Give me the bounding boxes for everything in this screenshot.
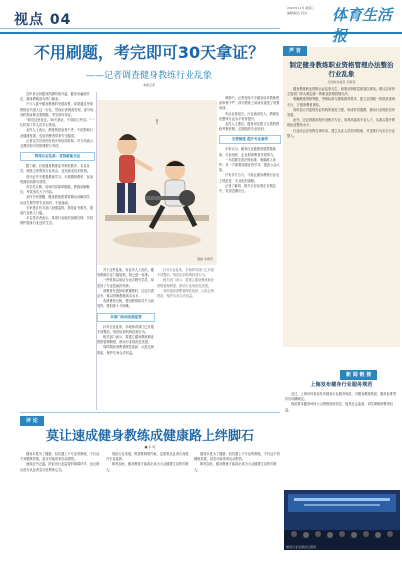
- paragraph: 一些机构以拿证为卖点吸引学员，却忽视了专业技能的培养。: [97, 278, 154, 288]
- paragraph: 不少人看中健身教练的发展前景，希望通过考取资格证书进入这一行业，然而记者调查发现，部分培训机构宣称无需刷题、考完即可拿证。: [20, 102, 94, 117]
- masthead-logo: 体育生活报: [332, 6, 393, 45]
- paragraph: 明确教练资格等级、考核标准与继续教育要求，建立全国统一的资质查询平台，方便消费者查验。: [287, 97, 395, 107]
- paragraph: 相关部门表示，将建立健身教练职业资格管理制度，推动行业规范化发展。: [157, 278, 214, 288]
- article-column-1: [20, 92, 95, 410]
- lead-subheadline: ——记者调查健身教练行业乱象: [85, 71, 212, 81]
- paragraph: 部分证书不需要系统学习，只需缴纳费用、参加短期培训即可获得。: [20, 174, 93, 184]
- header-meta-line2: 编辑/版式 校对: [287, 11, 307, 15]
- paragraph: 业内专家提醒，健身教练需要掌握运动解剖学、运动生理学等专业知识，不能速成。: [20, 195, 93, 205]
- illustration-caption: 漫画 李建军: [197, 257, 213, 261]
- commentary-column-2: [106, 452, 190, 564]
- section-name: 视点 04: [14, 12, 72, 28]
- commentary-headline: 莫让速成健身教练成健康路上绊脚石: [45, 429, 254, 444]
- sidebar-title: 制定健身教练职业资格管理办法整治行业乱象: [289, 61, 394, 78]
- paragraph: 行业协会应发挥自律作用，建立从业人员信用档案，对违规行为实行行业禁入。: [287, 128, 395, 138]
- paragraph: 针对行业乱象，多地体育部门已开展专项整治，规范培训机构经营行为。: [97, 324, 154, 334]
- article-column-2: [97, 268, 155, 408]
- section-subhead: 多部门协同加强监管: [97, 313, 155, 322]
- paragraph: 规范行业发展，既需要制度约束，也需要从业者自身提升专业素养。: [106, 452, 189, 462]
- paragraph: 业内人士建议，健身房应建立完善的教练考核机制，定期组织专业培训。: [219, 122, 280, 132]
- paragraph: 健身本是为了健康，但若遇上不专业的教练，不仅达不到锻炼效果，甚至可能带来运动损伤。: [20, 452, 100, 462]
- news-link-tag: 新 闻 链 接: [340, 370, 377, 380]
- paragraph: 相关部门表示，将建立健身教练职业资格管理制度，推动行业规范化发展。: [97, 335, 154, 345]
- cartoon-drawing: [97, 100, 217, 265]
- paragraph: 此外，还应鼓励高校开设相关专业，培养高素质专业人才，从源头提升教练队伍整体水平。: [287, 118, 395, 128]
- sidebar-byline: 全国政协委员 刘某某: [327, 80, 356, 84]
- commentary-tag: 评 论: [20, 416, 44, 426]
- paragraph: 调查中，记者发现不少健身房对教练资质审核不严，部分教练上岗前仅接受了短暂培训。: [219, 96, 280, 111]
- paragraph: 记者了解到，相关行业标准正在制定中，有望近期出台。: [219, 183, 276, 194]
- section-subhead: 教练认证乱象：花钱就能买证: [20, 152, 95, 161]
- paragraph: 业内人士表示，教练资质参差不齐，不但影响行业健康发展，也给消费者带来安全隐患。: [20, 128, 93, 138]
- paragraph: 多名受访者表示，希望行业组织加强自律，共同维护健身行业良好生态。: [20, 216, 93, 226]
- news-link-title: 上海发布健身行业服务规范: [310, 382, 373, 388]
- news-link-body: [285, 392, 399, 486]
- paragraph: 唯有如此，健身教练才能真正成为大众健康生活的引路人。: [194, 462, 277, 472]
- header-rule: [0, 28, 280, 29]
- paragraph: 对于这些乱象，有业内人士指出，健身教练行业门槛较低，缺乏统一标准。: [97, 268, 154, 278]
- paragraph: 同时鼓励消费者理性选择，认准正规资质，保护自身合法权益。: [97, 345, 154, 355]
- paragraph: 记者以学员身份咨询多家培训机构，对方均表示交费后即可安排课程与考试。: [20, 138, 93, 149]
- paragraph: 有从业者坦言，行业流动性大，教练队伍整体专业水平有待提升。: [219, 111, 280, 121]
- paragraph: 只有多方合力，才能让健身教练行业走上规范化、专业化的道路。: [219, 173, 280, 183]
- paragraph: 健身本是为了健康，但若遇上不专业的教练，不仅达不到锻炼效果，甚至可能带来运动损伤。: [194, 452, 280, 462]
- paragraph: 有学员反映，培训内容简单粗糙，教练讲解敷衍，考试形式大于内容。: [20, 185, 90, 195]
- commentary-column-3: [194, 452, 280, 564]
- section-rule: [20, 412, 280, 413]
- page-header: [0, 0, 402, 45]
- paragraph: 近日，上海市体育局发布健身行业服务规范，对健身教练资质、服务标准等作出明确规定。: [285, 392, 397, 402]
- article-column-3: [219, 96, 281, 408]
- paragraph: 近年来全民健身热潮持续升温，健身房遍地开花，健身教练成为热门职业。: [20, 92, 90, 102]
- header-meta-line1: 2023年11月 星期三: [287, 6, 315, 10]
- lead-headline-box: [20, 40, 278, 86]
- paragraph: 同时加大对违规发证机构的查处力度，形成有效震慑，推动行业规范有序发展。: [287, 107, 395, 118]
- paragraph: 健身教练职业资格认证乱象丛生，亟需从制度层面加以规范。建议由体育主管部门牵头制定统一的职业资格管理办法。: [287, 87, 395, 97]
- paragraph: 唯有如此，健身教练才能真正成为大众健康生活的引路人。: [106, 462, 189, 472]
- article-column-2b: [157, 268, 217, 408]
- paragraph: 规范要求健身场所公示教练资质信息，接受社会监督，切实保障消费者权益。: [285, 402, 393, 412]
- cartoon-illustration: [97, 100, 217, 265]
- paragraph: “我们这里包过，30天拿证，不用担心考试。”一位机构工作人员对记者说。: [20, 118, 94, 128]
- sidebar-body: [287, 87, 396, 343]
- news-link-photo: [284, 490, 400, 550]
- paragraph: 同时鼓励消费者理性选择，认准正规资质，保护自身合法权益。: [157, 288, 214, 299]
- event-photo: [284, 490, 400, 550]
- commentary-byline: ■ 李 明: [144, 445, 156, 449]
- lead-byline: 本报记者: [142, 83, 155, 87]
- header-meta: [287, 6, 314, 16]
- opinion-sidebar: [283, 47, 400, 347]
- commentary-column-1: [20, 452, 102, 564]
- paragraph: 有消费者反映，曾因教练指导不当而受伤，维权却十分困难。: [97, 299, 154, 309]
- paragraph: 据了解，目前健身教练证书种类繁多，名目各异，颁发主体既有行业协会，也有商业培训机构。: [20, 164, 91, 174]
- paragraph: 专家认为，健身行业健康发展需要政府、行业组织、企业和消费者共同努力。: [219, 147, 277, 157]
- paragraph: 专家建议有关部门加强监管，规范证书颁发，提高行业准入门槛。: [20, 205, 93, 216]
- paragraph: 针对行业乱象，多地体育部门已开展专项整治，规范培训机构经营行为。: [157, 268, 214, 278]
- paragraph: 消费者在选择私教课程时，往往只看证书，难以判断教练真实水平。: [97, 288, 154, 299]
- sidebar-tag: 声 音: [283, 46, 307, 56]
- lead-headline: 不用刷题，考完即可30天拿证？: [33, 43, 265, 62]
- paragraph: 一方面要完善法规标准，明确准入条件；另一方面要加强宣传引导，提高公众认知。: [219, 157, 280, 173]
- photo-caption: 健身行业发展论坛现场: [286, 545, 317, 549]
- section-subhead: 完善制度 提升专业素养: [219, 135, 281, 144]
- svg-text:!: !: [155, 118, 159, 126]
- paragraph: 速成证书泛滥，折射出行业监管的薄弱环节，也反映出部分从业者急功近利的心态。: [20, 462, 100, 472]
